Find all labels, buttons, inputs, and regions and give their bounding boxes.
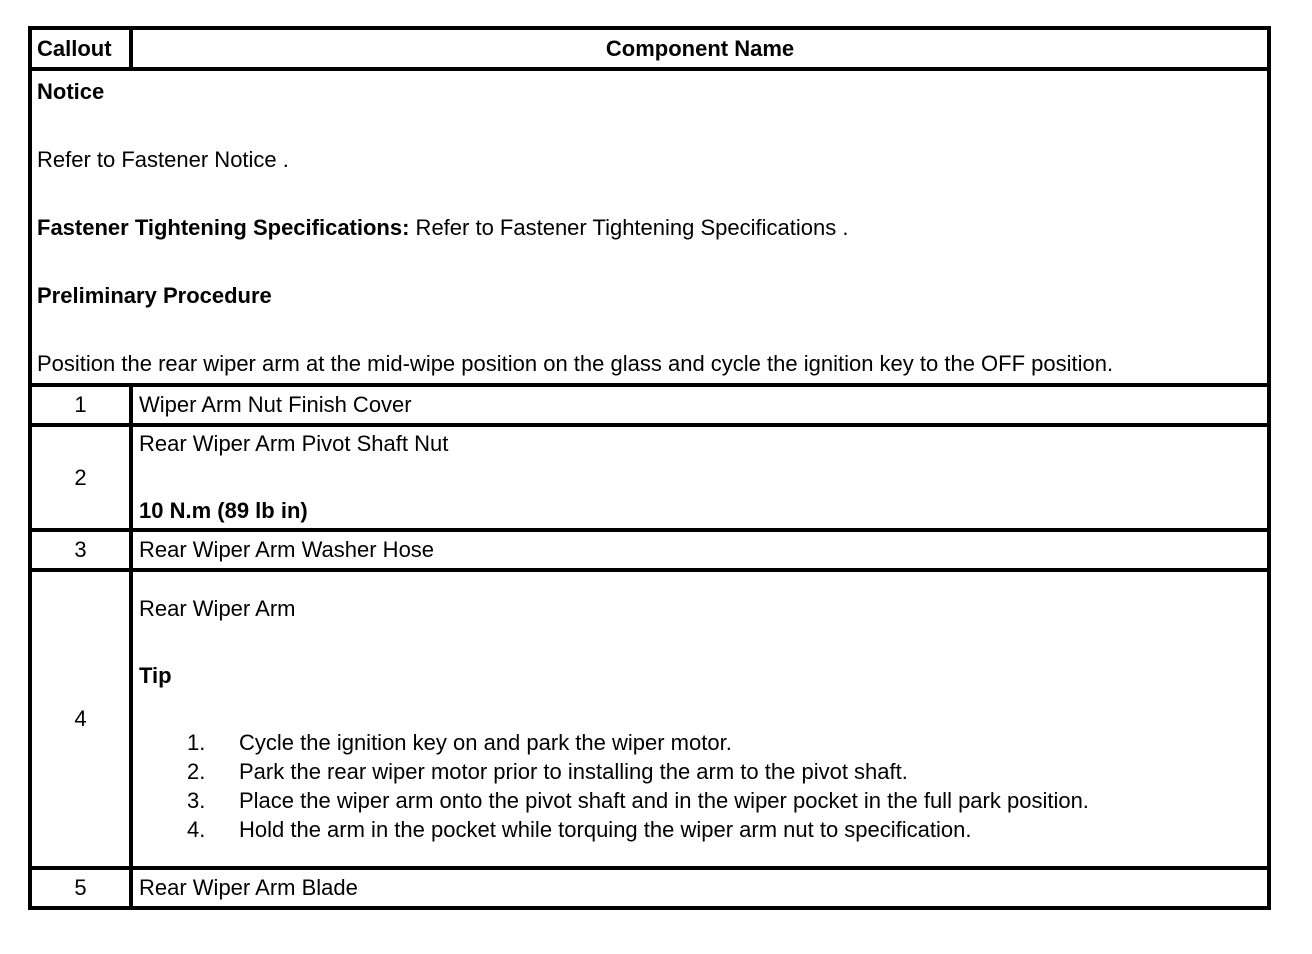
tip-number: 2. [187,759,206,784]
list-item [187,728,1263,757]
tip-number: 4. [187,817,206,842]
notice-heading: Notice [37,79,105,104]
component-name: Wiper Arm Nut Finish Cover [133,387,1271,427]
notice-refer-text: Refer to Fastener Notice . [37,147,289,172]
tip-number: 1. [187,730,206,755]
table-row [32,870,1271,910]
component-name: Rear Wiper Arm Blade [133,870,1271,910]
header-row [32,30,1271,71]
list-item [187,815,1263,844]
component-table [28,26,1271,910]
component-cell [133,572,1271,870]
list-item [187,757,1263,786]
callout-number: 1 [32,387,133,427]
component-name-column-header: Component Name [133,30,1271,71]
torque-spec: 10 N.m (89 lb in) [139,498,308,523]
table-row [32,427,1271,532]
tip-heading: Tip [139,663,172,688]
preliminary-heading: Preliminary Procedure [37,283,272,308]
callout-number: 2 [32,427,133,532]
tip-number: 3. [187,788,206,813]
notice-cell [32,71,1271,387]
callout-number: 3 [32,532,133,572]
table-row [32,532,1271,572]
component-name: Rear Wiper Arm Washer Hose [133,532,1271,572]
preliminary-text: Position the rear wiper arm at the mid-wipe position on the glass and cycle the ignition key to the OFF position. [37,351,1114,376]
callout-number: 4 [32,572,133,870]
component-cell [133,427,1271,532]
fastener-spec-label: Fastener Tightening Specifications: [37,215,410,240]
tip-text: Park the rear wiper motor prior to installing the arm to the pivot shaft. [239,759,908,784]
table-row [32,572,1271,870]
fastener-spec-text: Refer to Fastener Tightening Specifications . [409,215,849,240]
fastener-spec-line [37,211,1262,245]
notice-row [32,71,1271,387]
callout-number: 5 [32,870,133,910]
callout-column-header: Callout [32,30,133,71]
component-name: Rear Wiper Arm [139,596,296,621]
list-item [187,786,1263,815]
table-row [32,387,1271,427]
tip-text: Place the wiper arm onto the pivot shaft and in the wiper pocket in the full park position. [239,788,1089,813]
component-name: Rear Wiper Arm Pivot Shaft Nut [139,431,449,456]
tip-text: Hold the arm in the pocket while torquing the wiper arm nut to specification. [239,817,972,842]
tip-text: Cycle the ignition key on and park the wiper motor. [239,730,732,755]
tip-list [139,728,1263,844]
